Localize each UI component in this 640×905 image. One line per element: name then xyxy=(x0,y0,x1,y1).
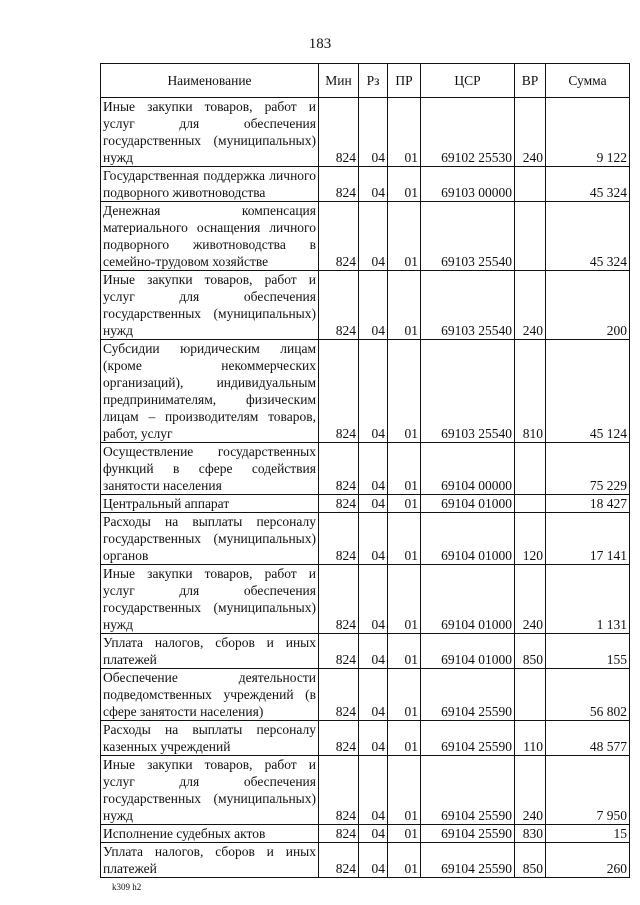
cell-vr: 850 xyxy=(515,634,546,669)
cell-rz: 04 xyxy=(359,340,388,443)
cell-vr: 810 xyxy=(515,340,546,443)
cell-rz: 04 xyxy=(359,721,388,756)
cell-csr: 69104 25590 xyxy=(421,825,515,843)
cell-sum: 18 427 xyxy=(546,495,630,513)
cell-pr: 01 xyxy=(388,825,421,843)
header-name: Наименование xyxy=(101,64,319,98)
cell-vr: 240 xyxy=(515,756,546,825)
cell-pr: 01 xyxy=(388,721,421,756)
cell-min: 824 xyxy=(319,271,359,340)
cell-min: 824 xyxy=(319,756,359,825)
cell-pr: 01 xyxy=(388,756,421,825)
cell-csr: 69104 25590 xyxy=(421,756,515,825)
cell-vr: 110 xyxy=(515,721,546,756)
cell-csr: 69103 25540 xyxy=(421,340,515,443)
cell-sum: 9 122 xyxy=(546,98,630,167)
table-row xyxy=(101,634,630,669)
cell-rz: 04 xyxy=(359,843,388,878)
table-row xyxy=(101,843,630,878)
table-row xyxy=(101,495,630,513)
cell-sum: 155 xyxy=(546,634,630,669)
table-row xyxy=(101,565,630,634)
cell-name: Субсидии юридическим лицам (кроме некоммерческих организаций), индивидуальным предпринимателям, физическим лицам – производителям товаров, работ, услуг xyxy=(101,340,319,443)
cell-vr xyxy=(515,443,546,495)
cell-vr xyxy=(515,167,546,202)
table-row xyxy=(101,825,630,843)
table-body xyxy=(101,98,630,878)
table-row xyxy=(101,669,630,721)
cell-name: Государственная поддержка личного подворного животноводства xyxy=(101,167,319,202)
cell-pr: 01 xyxy=(388,443,421,495)
cell-csr: 69104 01000 xyxy=(421,513,515,565)
header-pr: ПР xyxy=(388,64,421,98)
cell-name: Иные закупки товаров, работ и услуг для обеспечения государственных (муниципальных) нужд xyxy=(101,271,319,340)
page-number: 183 xyxy=(308,36,332,52)
cell-name: Центральный аппарат xyxy=(101,495,319,513)
cell-rz: 04 xyxy=(359,167,388,202)
cell-sum: 45 324 xyxy=(546,202,630,271)
table-row xyxy=(101,443,630,495)
table-row xyxy=(101,513,630,565)
cell-csr: 69103 25540 xyxy=(421,271,515,340)
cell-min: 824 xyxy=(319,443,359,495)
cell-pr: 01 xyxy=(388,271,421,340)
cell-sum: 75 229 xyxy=(546,443,630,495)
cell-min: 824 xyxy=(319,495,359,513)
cell-csr: 69104 01000 xyxy=(421,565,515,634)
cell-pr: 01 xyxy=(388,565,421,634)
header-rz: Рз xyxy=(359,64,388,98)
cell-csr: 69104 01000 xyxy=(421,495,515,513)
cell-csr: 69102 25530 xyxy=(421,98,515,167)
cell-min: 824 xyxy=(319,202,359,271)
cell-min: 824 xyxy=(319,340,359,443)
cell-min: 824 xyxy=(319,167,359,202)
cell-min: 824 xyxy=(319,825,359,843)
cell-pr: 01 xyxy=(388,634,421,669)
table-row xyxy=(101,756,630,825)
cell-csr: 69103 00000 xyxy=(421,167,515,202)
cell-sum: 45 124 xyxy=(546,340,630,443)
cell-sum: 1 131 xyxy=(546,565,630,634)
cell-sum: 260 xyxy=(546,843,630,878)
cell-csr: 69104 25590 xyxy=(421,669,515,721)
cell-min: 824 xyxy=(319,513,359,565)
cell-vr: 240 xyxy=(515,565,546,634)
cell-rz: 04 xyxy=(359,756,388,825)
cell-rz: 04 xyxy=(359,202,388,271)
cell-csr: 69104 25590 xyxy=(421,721,515,756)
cell-csr: 69104 01000 xyxy=(421,634,515,669)
table-header-row xyxy=(101,64,630,98)
cell-pr: 01 xyxy=(388,513,421,565)
cell-name: Расходы на выплаты персоналу казенных учреждений xyxy=(101,721,319,756)
cell-sum: 200 xyxy=(546,271,630,340)
cell-min: 824 xyxy=(319,669,359,721)
table-row xyxy=(101,340,630,443)
cell-name: Иные закупки товаров, работ и услуг для обеспечения государственных (муниципальных) нужд xyxy=(101,756,319,825)
cell-csr: 69104 25590 xyxy=(421,843,515,878)
cell-pr: 01 xyxy=(388,202,421,271)
cell-rz: 04 xyxy=(359,98,388,167)
cell-sum: 48 577 xyxy=(546,721,630,756)
cell-name: Осуществление государственных функций в сфере содействия занятости населения xyxy=(101,443,319,495)
cell-vr xyxy=(515,495,546,513)
cell-min: 824 xyxy=(319,565,359,634)
cell-name: Иные закупки товаров, работ и услуг для обеспечения государственных (муниципальных) нужд xyxy=(101,565,319,634)
cell-name: Уплата налогов, сборов и иных платежей xyxy=(101,843,319,878)
budget-table xyxy=(100,63,630,878)
cell-sum: 15 xyxy=(546,825,630,843)
cell-rz: 04 xyxy=(359,825,388,843)
cell-min: 824 xyxy=(319,843,359,878)
cell-sum: 17 141 xyxy=(546,513,630,565)
cell-vr xyxy=(515,669,546,721)
cell-pr: 01 xyxy=(388,495,421,513)
cell-name: Расходы на выплаты персоналу государственных (муниципальных) органов xyxy=(101,513,319,565)
cell-pr: 01 xyxy=(388,843,421,878)
cell-vr xyxy=(515,202,546,271)
cell-pr: 01 xyxy=(388,669,421,721)
cell-vr: 850 xyxy=(515,843,546,878)
cell-name: Обеспечение деятельности подведомственных учреждений (в сфере занятости населения) xyxy=(101,669,319,721)
cell-rz: 04 xyxy=(359,443,388,495)
cell-vr: 240 xyxy=(515,98,546,167)
cell-min: 824 xyxy=(319,721,359,756)
header-vr: ВР xyxy=(515,64,546,98)
footer-code: k309 h2 xyxy=(112,882,142,892)
cell-rz: 04 xyxy=(359,513,388,565)
cell-sum: 56 802 xyxy=(546,669,630,721)
header-csr: ЦСР xyxy=(421,64,515,98)
cell-min: 824 xyxy=(319,98,359,167)
cell-rz: 04 xyxy=(359,634,388,669)
table-row xyxy=(101,721,630,756)
cell-rz: 04 xyxy=(359,271,388,340)
table-row xyxy=(101,98,630,167)
table-row xyxy=(101,202,630,271)
cell-pr: 01 xyxy=(388,340,421,443)
cell-pr: 01 xyxy=(388,167,421,202)
cell-vr: 830 xyxy=(515,825,546,843)
cell-sum: 7 950 xyxy=(546,756,630,825)
cell-csr: 69103 25540 xyxy=(421,202,515,271)
cell-name: Денежная компенсация материального оснащения личного подворного животноводства в семейно-трудовом хозяйстве xyxy=(101,202,319,271)
cell-vr: 120 xyxy=(515,513,546,565)
cell-rz: 04 xyxy=(359,565,388,634)
cell-csr: 69104 00000 xyxy=(421,443,515,495)
cell-name: Уплата налогов, сборов и иных платежей xyxy=(101,634,319,669)
cell-rz: 04 xyxy=(359,669,388,721)
cell-vr: 240 xyxy=(515,271,546,340)
cell-name: Исполнение судебных актов xyxy=(101,825,319,843)
table-row xyxy=(101,271,630,340)
header-sum: Сумма xyxy=(546,64,630,98)
cell-pr: 01 xyxy=(388,98,421,167)
cell-name: Иные закупки товаров, работ и услуг для обеспечения государственных (муниципальных) нужд xyxy=(101,98,319,167)
cell-sum: 45 324 xyxy=(546,167,630,202)
cell-rz: 04 xyxy=(359,495,388,513)
table-row xyxy=(101,167,630,202)
header-min: Мин xyxy=(319,64,359,98)
cell-min: 824 xyxy=(319,634,359,669)
